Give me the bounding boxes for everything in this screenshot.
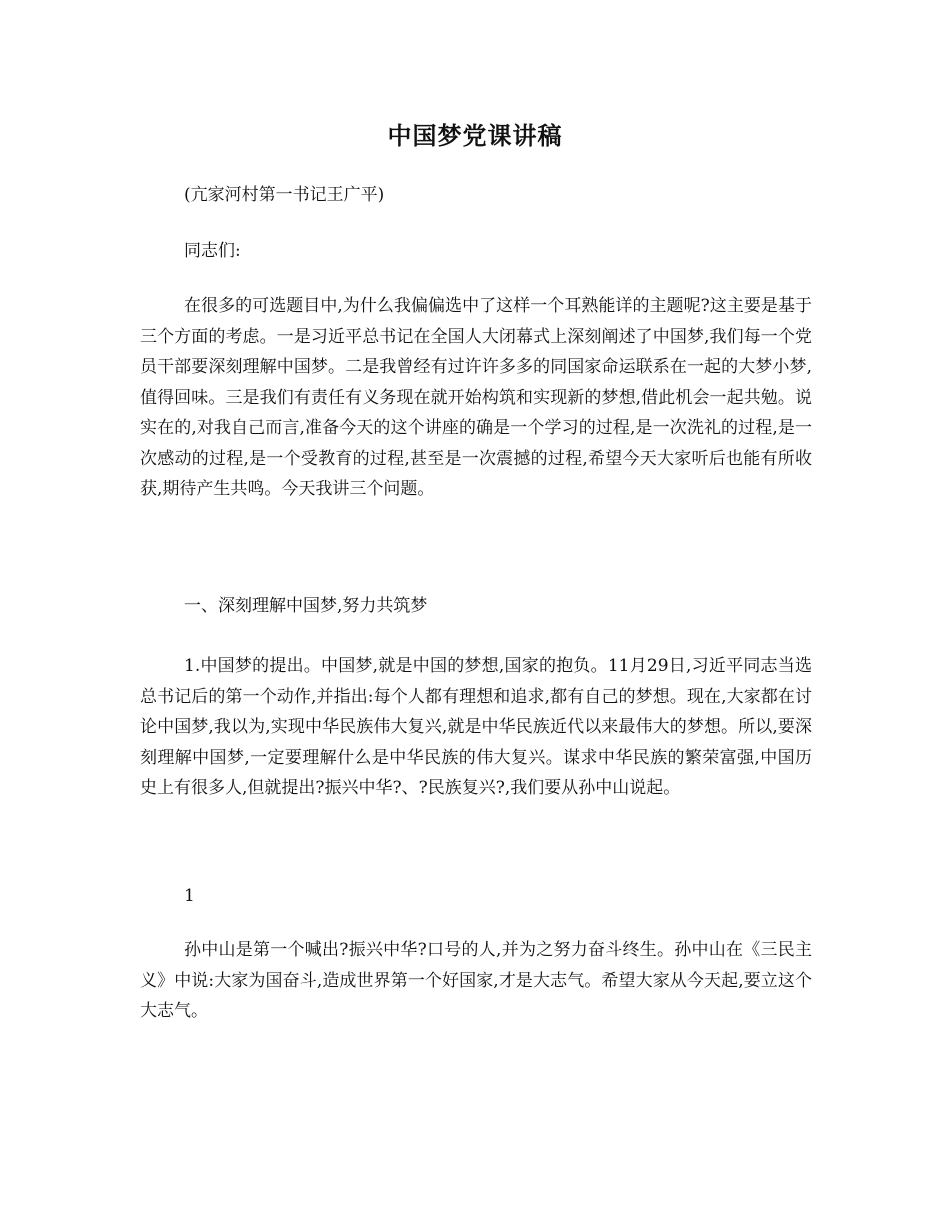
greeting: 同志们: xyxy=(184,241,241,261)
section-heading: 一、深刻理解中国梦,努力共筑梦 xyxy=(184,596,428,616)
paragraph-intro: 在很多的可选题目中,为什么我偏偏选中了这样一个耳熟能详的主题呢?这主要是基于三个方面的考虑。一是习近平总书记在全国人大闭幕式上深刻阐述了中国梦,我们每一个党员干部要深刻理解中国梦。二是我曾经有过许许多多的同国家命运联系在一起的大梦小梦,值得回味。三是我们有责任有义务现在就开始构筑和实现新的梦想,借此机会一起共勉。说实在的,对我自己而言,准备今天的这个讲座的确是一个学习的过程,是一次洗礼的过程,是一次感动的过程,是一个受教育的过程,甚至是一次震撼的过程,希望今天大家听后也能有所收获,期待产生共鸣。今天我讲三个问题。 xyxy=(140,296,812,499)
paragraph-sun-yat-sen: 孙中山是第一个喊出?振兴中华?口号的人,并为之努力奋斗终生。孙中山在《三民主义》中说:大家为国奋斗,造成世界第一个好国家,才是大志气。希望大家从今天起,要立这个大志气。 xyxy=(140,940,812,1021)
document-title: 中国梦党课讲稿 xyxy=(387,121,563,150)
author-line: (亢家河村第一书记王广平) xyxy=(184,185,385,205)
page-number: 1 xyxy=(184,886,195,906)
paragraph-chinese-dream-origin: 1.中国梦的提出。中国梦,就是中国的梦想,国家的抱负。11月29日,习近平同志当选总书记后的第一个动作,并指出:每个人都有理想和追求,都有自己的梦想。现在,大家都在讨论中国梦,我以为,实现中华民族伟大复兴,就是中华民族近代以来最伟大的梦想。所以,要深刻理解中国梦,一定要理解什么是中华民族的伟大复兴。谋求中华民族的繁荣富强,中国历史上有很多人,但就提出?振兴中华?、?民族复兴?,我们要从孙中山说起。 xyxy=(140,656,812,798)
